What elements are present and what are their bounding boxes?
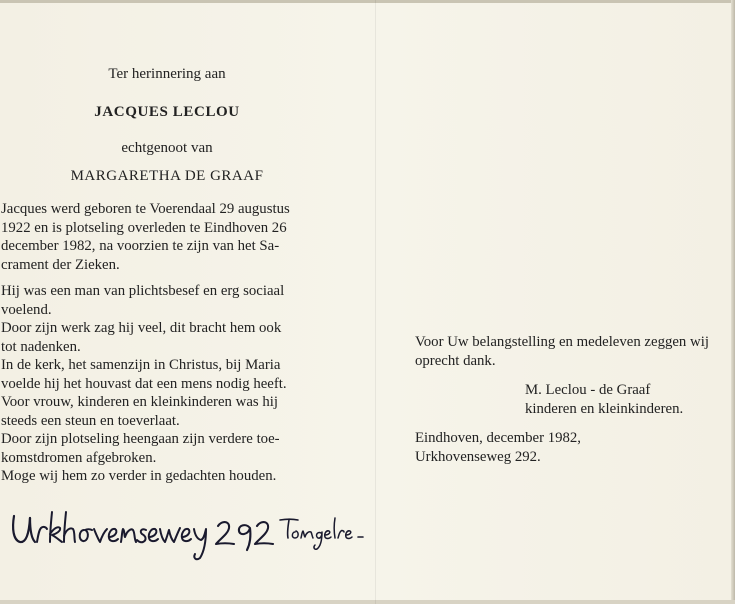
paper-edge-bottom bbox=[0, 600, 735, 604]
text-line: komstdromen afgebroken. bbox=[1, 449, 157, 466]
biography-paragraph bbox=[1, 200, 306, 274]
signature-block bbox=[525, 381, 683, 418]
character-paragraph bbox=[1, 282, 306, 486]
text-line: crament der Zieken. bbox=[1, 256, 120, 273]
text-line: Voor vrouw, kinderen en kleinkinderen was hij bbox=[1, 394, 278, 410]
paper-edge-right bbox=[731, 0, 735, 604]
text-line: tot nadenken. bbox=[1, 338, 81, 355]
text-line: M. Leclou - de Graaf bbox=[525, 382, 651, 398]
handwritten-note bbox=[8, 506, 368, 566]
text-line: Hij was een man van plichtsbesef en erg sociaal bbox=[1, 283, 285, 299]
paper-edge-top bbox=[0, 0, 735, 3]
text-line: 1922 en is plotseling overleden te Eindhoven 26 bbox=[1, 219, 287, 236]
spouse-name: MARGARETHA DE GRAAF bbox=[70, 168, 264, 184]
text-line: oprecht dank. bbox=[415, 352, 496, 369]
text-line: voelend. bbox=[1, 301, 52, 318]
text-line: In de kerk, het samenzijn in Christus, bij Maria bbox=[1, 357, 281, 373]
intro-text: Ter herinnering aan bbox=[108, 66, 226, 82]
text-line: Voor Uw belangstelling en medeleven zeggen wij bbox=[415, 334, 709, 350]
text-line: Moge wij hem zo verder in gedachten houden. bbox=[1, 468, 277, 484]
card-fold bbox=[375, 0, 376, 604]
text-line: Urkhovenseweg 292. bbox=[415, 448, 541, 465]
text-line: Eindhoven, december 1982, bbox=[415, 430, 582, 446]
spouse-label: echtgenoot van bbox=[121, 140, 213, 156]
text-line: steeds een steun en toeverlaat. bbox=[1, 412, 180, 429]
text-line: Jacques werd geboren te Voerendaal 29 augustus bbox=[1, 201, 290, 217]
text-line: Door zijn werk zag hij veel, dit bracht hem ook bbox=[1, 320, 282, 336]
text-line: Door zijn plotseling heengaan zijn verdere toe- bbox=[1, 431, 280, 447]
deceased-name: JACQUES LECLOU bbox=[94, 104, 240, 120]
place-date-block bbox=[415, 429, 581, 466]
text-line: voelde hij het houvast dat een mens nodig heeft. bbox=[1, 375, 287, 392]
text-line: kinderen en kleinkinderen. bbox=[525, 400, 684, 417]
thanks-paragraph bbox=[415, 333, 709, 370]
text-line: december 1982, na voorzien te zijn van het Sa- bbox=[1, 238, 280, 254]
